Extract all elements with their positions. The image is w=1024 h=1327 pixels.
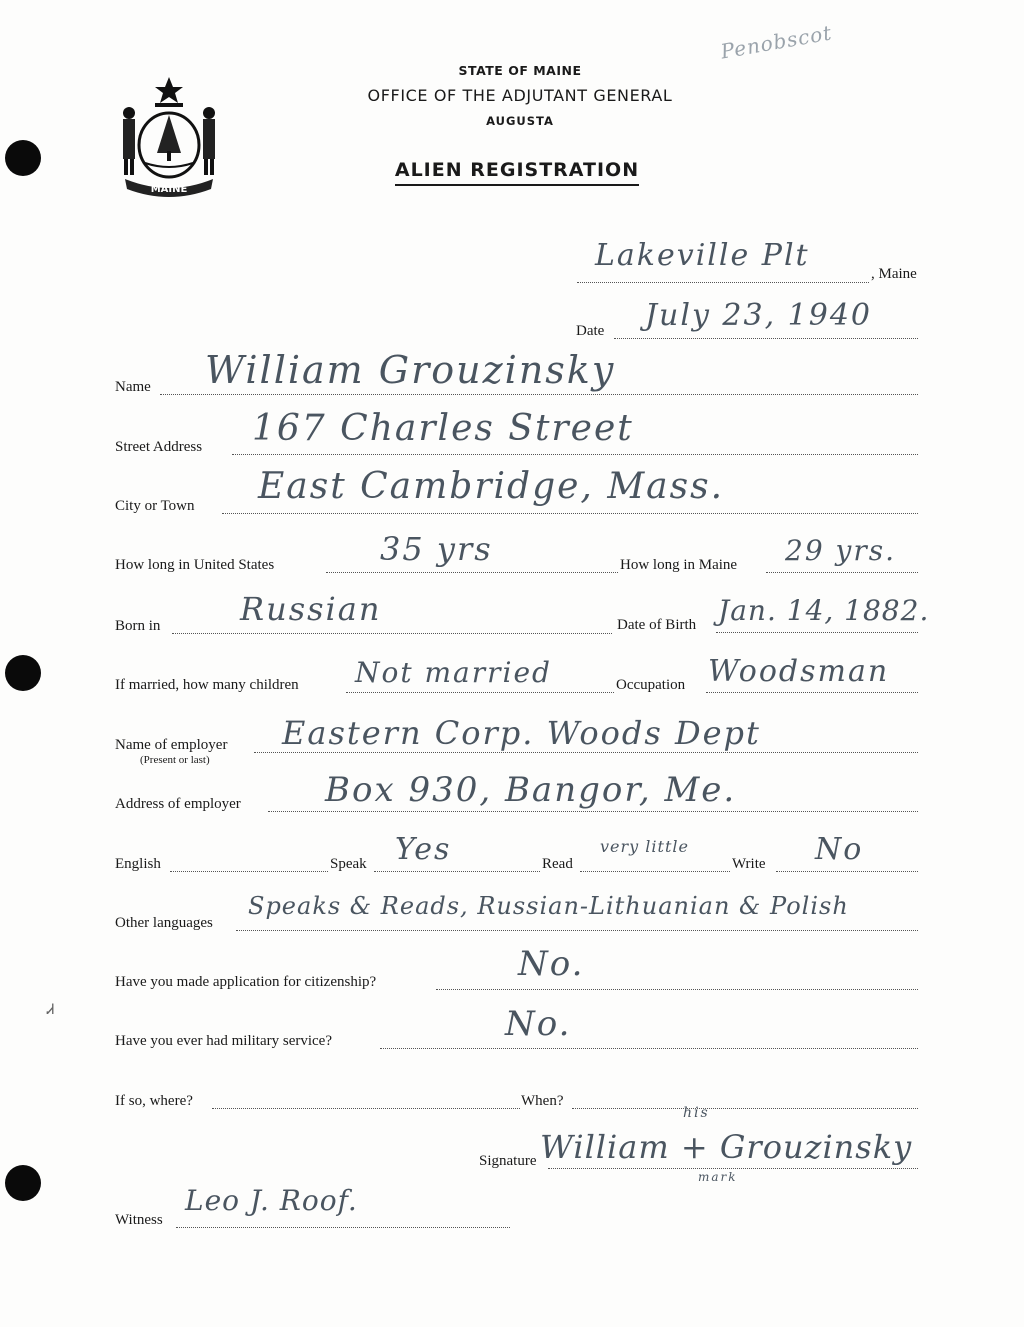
name-value: William Grouzinsky [205,348,616,392]
dob-line [716,632,918,633]
children-value: Not married [355,656,552,689]
date-label: Date [576,323,605,339]
city-value: East Cambridge, Mass. [258,466,725,507]
signature-value: William + Grouzinsky [540,1128,913,1166]
if-so-where-line [212,1108,520,1109]
date-line [614,338,918,339]
employer-address-label: Address of employer [115,796,241,812]
city-line [222,513,918,514]
dob-label: Date of Birth [617,617,697,633]
date-value: July 23, 1940 [645,298,873,333]
maine-label: , Maine [871,266,917,282]
citizenship-value: No. [518,944,585,984]
english-label: English [115,856,161,872]
street-label: Street Address [115,439,203,455]
employer-address-line [268,811,918,812]
header-city: AUGUSTA [486,114,554,128]
employer-address-value: Box 930, Bangor, Me. [325,770,737,810]
how-long-maine-line [766,572,918,573]
write-value: No [815,832,864,867]
header-state: STATE OF MAINE [458,63,582,78]
employer-label: Name of employer [115,737,228,753]
occupation-line [706,692,918,693]
header-office: OFFICE OF THE ADJUTANT GENERAL [367,86,673,105]
read-value: very little [600,837,689,856]
other-languages-value: Speaks & Reads, Russian-Lithuanian & Polish [248,892,849,920]
read-label: Read [542,856,573,872]
signature-label: Signature [479,1153,537,1169]
speak-line [374,871,540,872]
how-long-us-label: How long in United States [115,557,275,573]
other-languages-line [236,930,918,931]
street-line [232,454,918,455]
employer-line [254,752,918,753]
military-value: No. [505,1004,572,1044]
punch-hole [5,655,41,691]
form-title: ALIEN REGISTRATION [0,159,1024,181]
place-value: Lakeville Plt [595,238,810,273]
employer-note: (Present or last) [140,754,210,766]
born-in-value: Russian [240,590,382,628]
occupation-label: Occupation [616,677,686,693]
margin-mark: Ꮧ [47,1002,55,1018]
english-line [170,871,328,872]
when-label: When? [521,1093,564,1109]
how-long-us-value: 35 yrs [380,530,493,568]
write-line [776,871,918,872]
how-long-maine-value: 29 yrs. [785,534,897,567]
citizenship-line [436,989,918,990]
city-label: City or Town [115,498,195,514]
how-long-maine-label: How long in Maine [620,557,738,573]
witness-label: Witness [115,1212,163,1228]
signature-note-top: his [683,1105,710,1121]
born-in-label: Born in [115,618,161,634]
occupation-value: Woodsman [708,654,890,689]
speak-label: Speak [330,856,367,872]
street-value: 167 Charles Street [252,408,634,449]
write-label: Write [732,856,766,872]
how-long-us-line [326,572,618,573]
signature-note-bottom: mark [698,1170,738,1184]
military-label: Have you ever had military service? [115,1033,332,1049]
read-line [580,871,730,872]
name-label: Name [115,379,151,395]
if-so-where-label: If so, where? [115,1093,193,1109]
born-in-line [172,633,612,634]
punch-hole [5,1165,41,1201]
employer-value: Eastern Corp. Woods Dept [282,714,761,752]
speak-value: Yes [395,832,452,867]
name-line [160,394,918,395]
place-line [577,282,869,283]
other-languages-label: Other languages [115,915,213,931]
corner-note: Penobscot [718,20,834,64]
signature-line [548,1168,918,1169]
dob-value: Jan. 14, 1882. [718,594,930,627]
military-line [380,1048,918,1049]
when-line [572,1108,918,1109]
witness-line [176,1227,510,1228]
children-label: If married, how many children [115,677,299,693]
witness-value: Leo J. Roof. [185,1184,358,1217]
citizenship-label: Have you made application for citizenship? [115,974,377,990]
seal-banner-text: MAINE [150,184,188,195]
children-line [346,692,614,693]
